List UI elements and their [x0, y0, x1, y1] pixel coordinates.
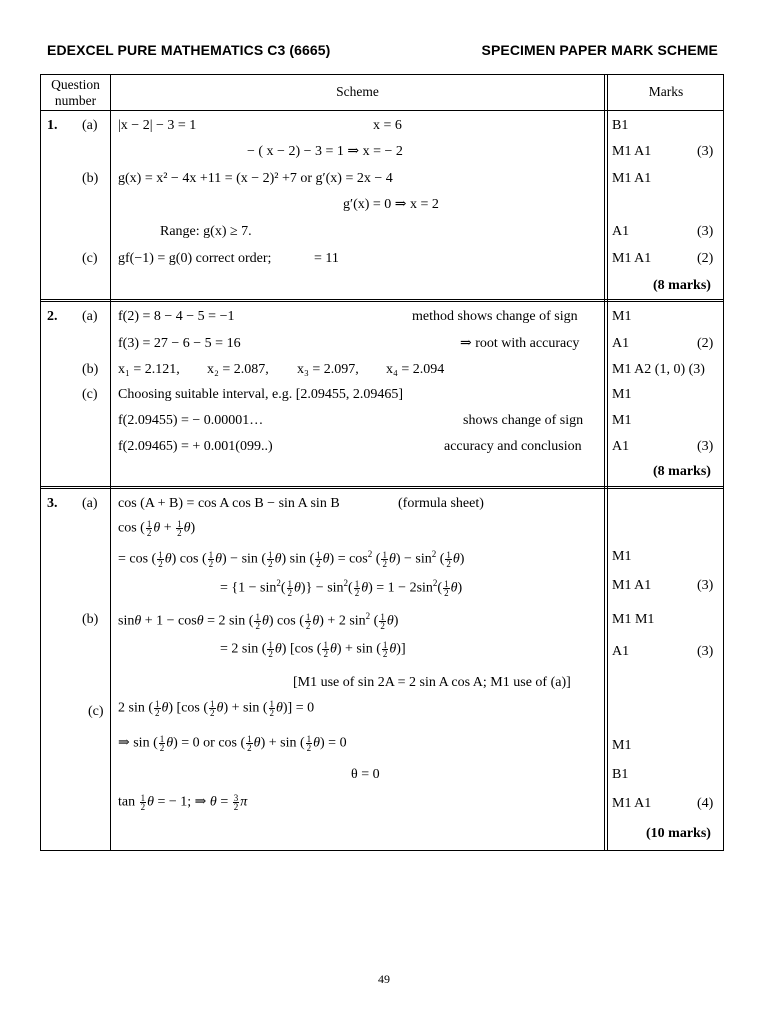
- scheme-line: f(2.09455) = − 0.00001…: [118, 413, 264, 428]
- question-total: (8 marks): [653, 278, 711, 293]
- scheme-line: g′(x) = 0 ⇒ x = 2: [343, 197, 439, 212]
- mark-total: (3): [697, 578, 714, 593]
- mark: M1 M1: [612, 612, 655, 627]
- header-title: EDEXCEL PURE MATHEMATICS C3 (6665): [47, 42, 331, 58]
- scheme-line: |x − 2| − 3 = 1: [118, 118, 197, 133]
- scheme-note: ⇒ root with accuracy: [460, 336, 580, 351]
- scheme-line: = {$1 - \sin^2$( $\frac{1}{2}$ $\theta)\} - \sin^2$( $\frac{1}{2}$ $\theta) = 1 - 2\sin^2$( $\frac{1}{2}$ θ): [220, 578, 463, 598]
- mark-scheme-table: [40, 74, 724, 851]
- question-header: Question: [51, 77, 100, 92]
- mark: A1: [612, 336, 630, 351]
- marks-header: Marks: [648, 84, 684, 99]
- mark: M1 A1: [612, 796, 652, 811]
- part-label: (b): [82, 362, 99, 377]
- mark-total: (2): [697, 336, 714, 351]
- iterate-x3: x₃ = 2.097,: [297, 362, 359, 377]
- scheme-line: cos (A + B) = cos A cos B − sin A sin B: [118, 496, 340, 511]
- column-divider: [604, 75, 605, 850]
- mark: M1 A1: [612, 144, 652, 159]
- mark: M1: [612, 549, 632, 564]
- mark: M1 A2 (1, 0) (3): [612, 362, 705, 377]
- mark-total: (3): [697, 439, 714, 454]
- mark: M1: [612, 413, 632, 428]
- part-label: (c): [88, 704, 104, 719]
- question-total: (10 marks): [646, 826, 711, 841]
- scheme-line: tan $\frac{1}{2}$ θ = − 1; ⇒ θ = $\frac{3}{2}$ π: [118, 793, 248, 812]
- part-label: (c): [82, 251, 98, 266]
- mark-total: (2): [697, 251, 714, 266]
- part-label: (b): [82, 171, 99, 186]
- question-number: 2.: [47, 309, 58, 324]
- column-divider: [110, 75, 111, 850]
- question-total: (8 marks): [653, 464, 711, 479]
- mark: A1: [612, 644, 630, 659]
- scheme-line: sinθ + 1 − cosθ = 2 sin ( $\frac{1}{2}$ θ) cos ( $\frac{1}{2}$ θ) + 2 $\sin^2$ ( $\frac{1}{2}$ θ): [118, 611, 399, 631]
- row-divider: [41, 486, 723, 489]
- scheme-note: accuracy and conclusion: [444, 439, 582, 454]
- iterate-x1: x₁ = 2.121,: [118, 362, 180, 377]
- part-label: (b): [82, 612, 99, 627]
- iterate-x4: x₄ = 2.094: [386, 362, 445, 377]
- scheme-line: θ = 0: [351, 767, 380, 782]
- row-divider: [41, 299, 723, 302]
- part-label: (a): [82, 118, 98, 133]
- part-label: (c): [82, 387, 98, 402]
- part-label: (a): [82, 309, 98, 324]
- mark: B1: [612, 767, 629, 782]
- mark-total: (3): [697, 224, 714, 239]
- scheme-line: f(3) = 27 − 6 − 5 = 16: [118, 336, 241, 351]
- scheme-line: − ( x − 2) − 3 = 1 ⇒ x = − 2: [247, 144, 403, 159]
- scheme-line: gf(−1) = g(0) correct order;: [118, 251, 272, 266]
- mark: A1: [612, 439, 630, 454]
- scheme-line: ⇒ sin ( $\frac{1}{2}$ θ) = 0 or cos ( $\frac{1}{2}$ θ) + sin ( $\frac{1}{2}$ θ) = 0: [118, 734, 347, 753]
- mark: M1 A1: [612, 251, 652, 266]
- scheme-line: cos ( $\frac{1}{2}$ θ + $\frac{1}{2}$ θ): [118, 519, 196, 538]
- mark: M1 A1: [612, 578, 652, 593]
- scheme-line: Range: g(x) ≥ 7.: [160, 224, 252, 239]
- question-number: 3.: [47, 496, 58, 511]
- part-label: (a): [82, 496, 98, 511]
- mark-total: (3): [697, 644, 714, 659]
- scheme-line: 2 sin ( $\frac{1}{2}$ θ) [cos ( $\frac{1}{2}$ θ) + sin ( $\frac{1}{2}$ θ)] = 0: [118, 699, 315, 718]
- page-number: 49: [378, 972, 390, 986]
- scheme-line: x = 6: [373, 118, 402, 133]
- mark: B1: [612, 118, 629, 133]
- mark-total: (4): [697, 796, 714, 811]
- question-number: 1.: [47, 118, 58, 133]
- scheme-line: = cos ( $\frac{1}{2}$ θ) cos ( $\frac{1}{2}$ θ) − sin ( $\frac{1}{2}$ θ) sin ( $\frac{1}{2}$ $\theta) = \cos^2$ ( $\frac{1}{2}$ $\theta) - \sin^2$ ( $\frac{1}{2}$ θ): [118, 549, 465, 569]
- scheme-line: g(x) = x² − 4x +11 = (x − 2)² +7 or g′(x) = 2x − 4: [118, 171, 393, 186]
- mark-total: (3): [697, 144, 714, 159]
- mark: M1: [612, 309, 632, 324]
- scheme-note: [M1 use of sin 2A = 2 sin A cos A; M1 use of (a)]: [293, 675, 571, 690]
- scheme-note: (formula sheet): [398, 496, 484, 511]
- mark: M1: [612, 738, 632, 753]
- scheme-line: = 2 sin ( $\frac{1}{2}$ θ) [cos ( $\frac{1}{2}$ θ) + sin ( $\frac{1}{2}$ θ)]: [220, 640, 406, 659]
- mark: A1: [612, 224, 630, 239]
- scheme-header: Scheme: [336, 84, 379, 99]
- scheme-line: f(2.09465) = + 0.001(099..): [118, 439, 273, 454]
- iterate-x2: x₂ = 2.087,: [207, 362, 269, 377]
- scheme-line: f(2) = 8 − 4 − 5 = −1: [118, 309, 235, 324]
- scheme-line: = 11: [314, 251, 339, 266]
- column-divider: [607, 75, 608, 850]
- scheme-note: method shows change of sign: [412, 309, 578, 324]
- number-header: number: [54, 93, 97, 108]
- mark: M1 A1: [612, 171, 652, 186]
- row-divider: [41, 110, 723, 111]
- header-subtitle: SPECIMEN PAPER MARK SCHEME: [481, 42, 718, 58]
- mark: M1: [612, 387, 632, 402]
- scheme-note: shows change of sign: [463, 413, 584, 428]
- scheme-line: Choosing suitable interval, e.g. [2.09455, 2.09465]: [118, 387, 404, 402]
